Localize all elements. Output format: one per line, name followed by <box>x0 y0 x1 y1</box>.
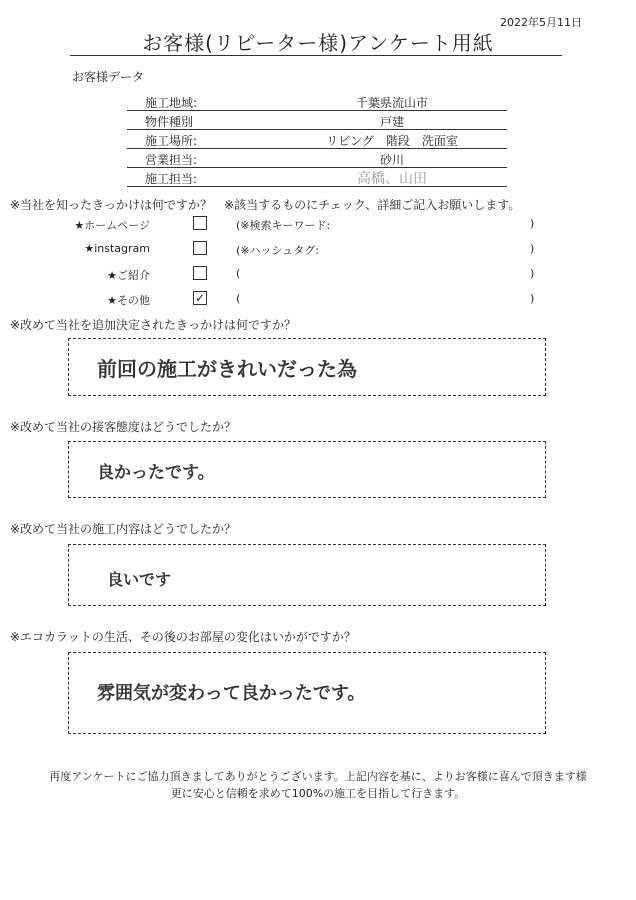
customer-row-label: 営業担当: <box>145 153 198 167</box>
source-checkbox-instagram[interactable] <box>193 241 207 255</box>
answer-text-attitude: 良かったです。 <box>97 463 215 483</box>
source-label-homepage: ★ホームページ <box>74 219 150 232</box>
source-close-paren: ) <box>530 242 535 255</box>
title-divider <box>70 55 562 56</box>
question-how-found: ※当社を知ったきっかけは何ですか？ ※該当するものにチェック、詳細ご記入お願いします。 <box>10 198 521 212</box>
page-title: お客様(リピーター様)アンケート用紙 <box>142 31 494 55</box>
source-detail-homepage: (※検索キーワード: <box>236 219 331 232</box>
customer-row-installer <box>127 168 507 187</box>
source-label-referral: ★ご紹介 <box>107 269 150 282</box>
answer-text-room-change: 雰囲気が変わって良かったです。 <box>97 683 366 704</box>
customer-row-label: 物件種別 <box>145 115 194 129</box>
customer-section-label: お客様データ <box>72 70 145 84</box>
customer-row-label: 施工場所: <box>145 134 198 148</box>
footer-message-line2: 更に安心と信頼を求めて100%の施工を目指して行きます。 <box>170 787 466 800</box>
survey-date: 2022年5月11日 <box>500 16 582 29</box>
answer-text-work-quality: 良いです <box>107 570 172 589</box>
source-label-other: ★その他 <box>107 294 150 307</box>
customer-row-sales-rep <box>127 149 507 168</box>
source-detail-other: ( <box>236 292 241 305</box>
source-close-paren: ) <box>530 217 535 230</box>
source-checkbox-other[interactable]: ✓ <box>194 291 206 305</box>
source-close-paren: ) <box>530 267 535 280</box>
customer-row-location <box>127 130 507 149</box>
question-attitude: ※改めて当社の接客態度はどうでしたか？ <box>10 420 237 434</box>
source-checkbox-homepage[interactable] <box>193 216 207 230</box>
answer-box-work-quality[interactable] <box>68 544 546 606</box>
source-checkbox-referral[interactable] <box>193 266 207 280</box>
customer-row-area <box>127 92 507 111</box>
answer-box-reason[interactable] <box>68 338 546 396</box>
answer-box-room-change[interactable] <box>68 652 546 734</box>
customer-row-value-handwritten: 高橋、山田 <box>357 171 427 187</box>
customer-row-value: 砂川 <box>379 153 404 167</box>
source-label-instagram: ★instagram <box>84 242 150 255</box>
question-room-change: ※エコカラットの生活、その後のお部屋の変化はいかがですか？ <box>10 630 356 644</box>
customer-row-value: 戸建 <box>379 115 404 129</box>
customer-row-label: 施工担当: <box>145 172 198 186</box>
footer-message-line1: 再度アンケートにご協力頂きましてありがとうございます。上記内容を基に、よりお客様に喜んで頂きます様 <box>49 770 587 783</box>
source-close-paren: ) <box>530 292 535 305</box>
source-detail-instagram: (※ハッシュタグ: <box>236 244 319 257</box>
answer-box-attitude[interactable] <box>68 441 546 498</box>
answer-text-reason: 前回の施工がきれいだった為 <box>97 357 357 381</box>
source-detail-referral: ( <box>236 267 241 280</box>
customer-row-value: 千葉県流山市 <box>355 96 428 110</box>
question-reason: ※改めて当社を追加決定されたきっかけは何ですか？ <box>10 318 297 332</box>
question-work-quality: ※改めて当社の施工内容はどうでしたか？ <box>10 522 237 536</box>
customer-row-label: 施工地域: <box>145 96 198 110</box>
customer-row-value: リビング 階段 洗面室 <box>326 134 458 148</box>
customer-row-property-type <box>127 111 507 130</box>
